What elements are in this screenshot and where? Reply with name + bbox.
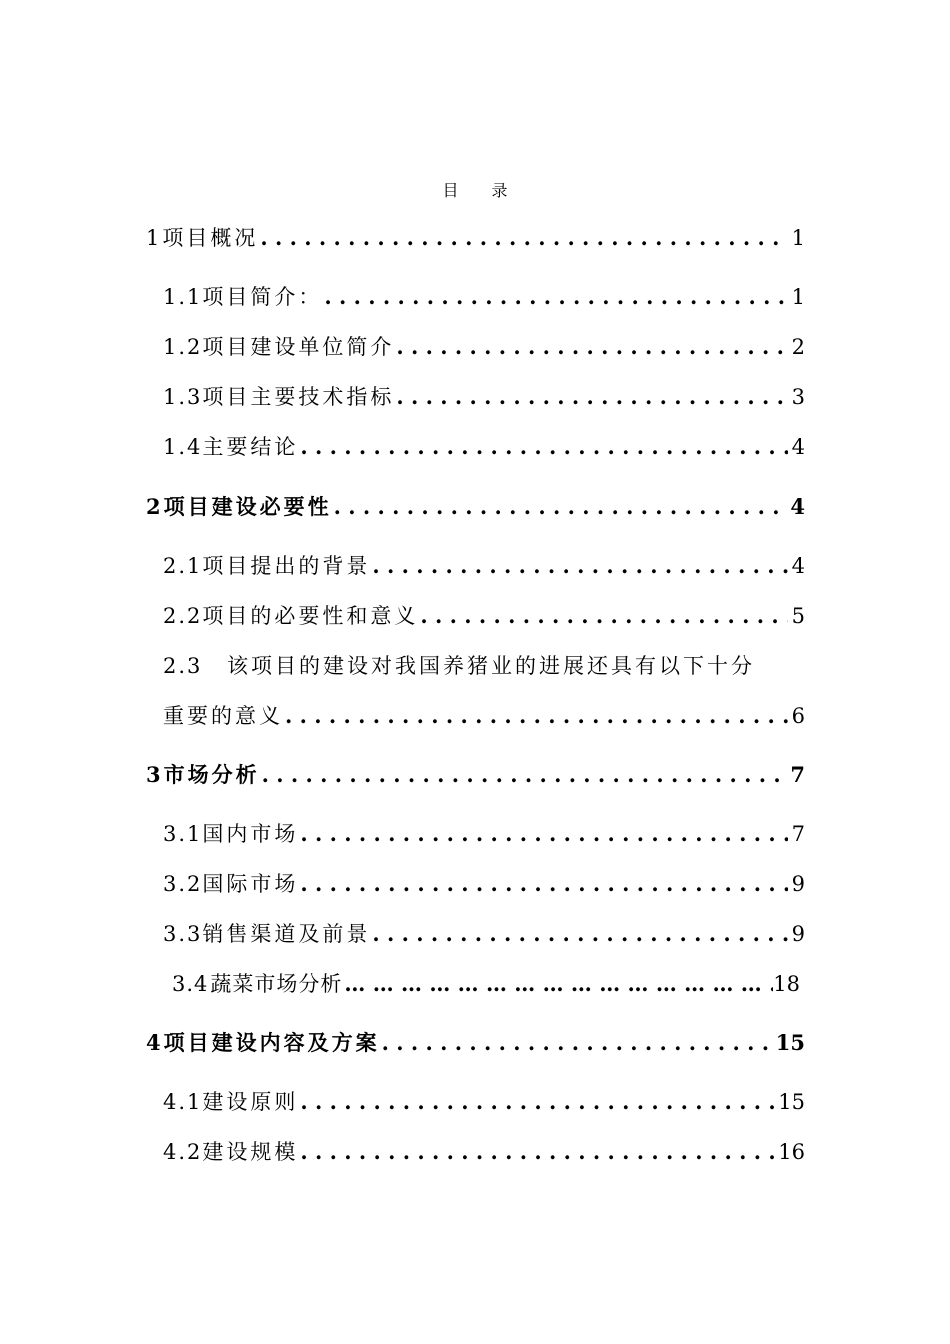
- dot-leader: [324, 281, 787, 313]
- toc-entry-label: 国内市场: [202, 822, 299, 846]
- toc-entry-number: 3: [146, 762, 164, 787]
- toc-entry-1-4[interactable]: [163, 431, 805, 463]
- toc-entry-1[interactable]: [146, 222, 805, 254]
- toc-entry-1-3[interactable]: [163, 381, 805, 413]
- toc-entry-label: 项目简介：: [202, 285, 323, 309]
- dot-leader: [396, 381, 787, 413]
- toc-entry-3[interactable]: [146, 759, 805, 791]
- toc-entry-number: 3.4: [172, 972, 209, 996]
- dot-leader: [300, 818, 787, 850]
- ellipsis-leader: [344, 968, 773, 1000]
- toc-entry-4[interactable]: [146, 1027, 805, 1059]
- toc-entry-page: 1: [791, 226, 805, 250]
- toc-entry-label: 建设规模: [202, 1140, 299, 1164]
- toc-entry-4-2[interactable]: [163, 1136, 805, 1168]
- toc-entry-number: 2.3: [163, 654, 203, 678]
- toc-entry-label: 项目的必要性和意义: [202, 604, 419, 628]
- dot-leader: [420, 600, 787, 632]
- dot-leader: [372, 918, 787, 950]
- toc-entry-number: 2.1: [163, 554, 203, 578]
- toc-entry-number: 1.1: [163, 285, 203, 309]
- toc-entry-label: 市场分析: [163, 762, 260, 787]
- toc-entry-2-1[interactable]: [163, 550, 805, 582]
- toc-entry-label: 主要结论: [202, 435, 299, 459]
- toc-entry-1-1[interactable]: [163, 281, 805, 313]
- toc-entry-page: 15: [775, 1030, 805, 1055]
- toc-entry-number: 3.3: [163, 922, 203, 946]
- toc-entry-page: 4: [791, 435, 805, 459]
- toc-entry-page: 9: [791, 872, 805, 896]
- dot-leader: [300, 1136, 774, 1168]
- toc-entry-number: 1.4: [163, 435, 203, 459]
- toc-entry-page: 2: [791, 335, 805, 359]
- dot-leader: [260, 222, 787, 254]
- toc-entry-3-2[interactable]: [163, 868, 805, 900]
- toc-entry-label-continued: 重要的意义: [163, 704, 283, 728]
- toc-entry-label: 该项目的建设对我国养猪业的进展还具有以下十分: [227, 654, 755, 678]
- dot-leader: [396, 331, 787, 363]
- dot-leader: [372, 550, 787, 582]
- toc-entry-1-2[interactable]: [163, 331, 805, 363]
- toc-entry-page: 15: [778, 1090, 805, 1114]
- toc-entry-page: 6: [791, 704, 805, 728]
- toc-entry-page: 16: [778, 1140, 805, 1164]
- toc-entry-page: 1: [791, 285, 805, 309]
- dot-leader: [334, 491, 787, 523]
- toc-entry-3-4[interactable]: [172, 968, 800, 1000]
- toc-entry-page: 4: [791, 554, 805, 578]
- dot-leader: [262, 759, 787, 791]
- toc-entry-number: 3.1: [163, 822, 203, 846]
- toc-entry-number: 1.3: [163, 385, 203, 409]
- toc-entry-page: 18: [773, 972, 800, 996]
- toc-entry-3-3[interactable]: [163, 918, 805, 950]
- toc-title: 目 录: [442, 181, 522, 200]
- toc-entry-number: 1.2: [163, 335, 203, 359]
- toc-entry-page: 7: [790, 762, 805, 787]
- toc-entry-number: 2.2: [163, 604, 203, 628]
- toc-entry-3-1[interactable]: [163, 818, 805, 850]
- dot-leader: [300, 1086, 774, 1118]
- toc-entry-label: 项目建设必要性: [163, 494, 332, 519]
- toc-entry-page: 5: [791, 604, 805, 628]
- toc-entry-number: 3.2: [163, 872, 203, 896]
- toc-entry-label: 项目建设单位简介: [202, 335, 395, 359]
- toc-entry-label: 蔬菜市场分析: [210, 972, 343, 996]
- toc-entry-label: 国际市场: [202, 872, 299, 896]
- toc-entry-label: 项目主要技术指标: [202, 385, 395, 409]
- toc-entry-label: 销售渠道及前景: [202, 922, 371, 946]
- dot-leader: [300, 868, 787, 900]
- toc-entry-2-2[interactable]: [163, 600, 805, 632]
- toc-entry-number: 2: [146, 494, 164, 519]
- toc-entry-label: 项目概况: [162, 226, 259, 250]
- toc-entry-number: 1: [146, 226, 163, 250]
- toc-entry-page: 3: [791, 385, 805, 409]
- dot-leader: [285, 700, 788, 732]
- toc-entry-number: 4.1: [163, 1090, 203, 1114]
- dot-leader: [382, 1027, 772, 1059]
- toc-entry-2[interactable]: [146, 491, 805, 523]
- toc-entry-page: 9: [791, 922, 805, 946]
- toc-entry-page: 4: [790, 494, 805, 519]
- toc-entry-number: 4.2: [163, 1140, 203, 1164]
- toc-entry-label: 项目提出的背景: [202, 554, 371, 578]
- toc-entry-label: 项目建设内容及方案: [163, 1030, 380, 1055]
- dot-leader: [300, 431, 787, 463]
- toc-entry-2-3-line1[interactable]: [163, 650, 755, 682]
- toc-entry-number: 4: [146, 1030, 164, 1055]
- toc-entry-page: 7: [791, 822, 805, 846]
- toc-entry-label: 建设原则: [202, 1090, 299, 1114]
- toc-entry-2-3-line2[interactable]: [163, 700, 805, 732]
- toc-entry-4-1[interactable]: [163, 1086, 805, 1118]
